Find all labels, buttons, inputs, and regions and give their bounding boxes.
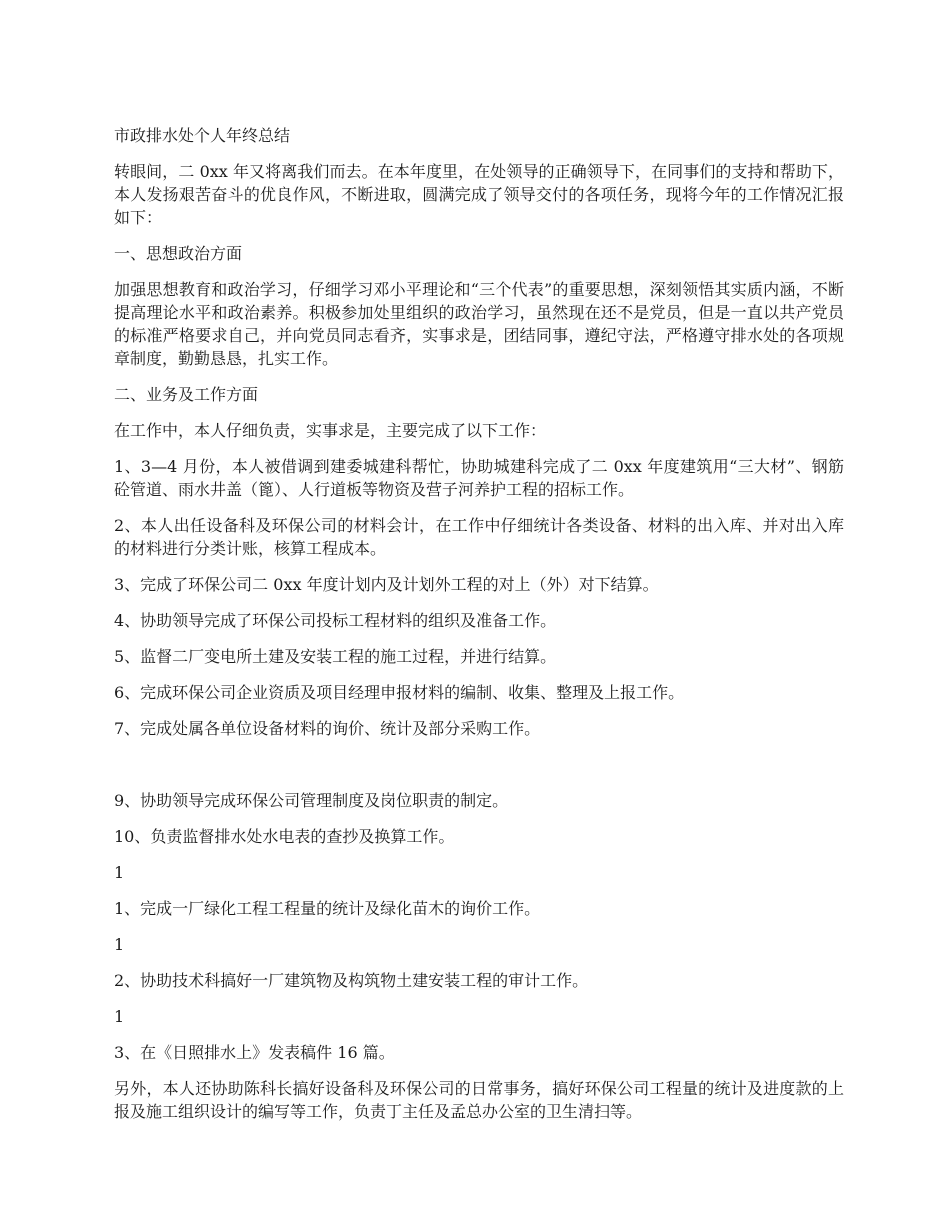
section-heading-political: 一、思想政治方面 bbox=[114, 244, 243, 263]
list-item: 2、本人出任设备科及环保公司的材料会计，在工作中仔细统计各类设备、材料的出入库、并对出入库的材料进行分类计账，核算工程成本。 bbox=[114, 516, 844, 558]
page-marker: 1 bbox=[114, 935, 125, 954]
list-item: 3、在《日照排水上》发表稿件 16 篇。 bbox=[114, 1043, 395, 1062]
political-paragraph: 加强思想教育和政治学习，仔细学习邓小平理论和“三个代表”的重要思想，深刻领悟其实质内涵，不断提高理论水平和政治素养。积极参加处里组织的政治学习，虽然现在还不是党员，但是一直以共产党员的标准严格要求自己，并向党员同志看齐，实事求是，团结同事，遵纪守法，严格遵守排水处的各项规章制度，勤勤恳恳，扎实工作。 bbox=[114, 280, 844, 368]
list-item: 7、完成处属各单位设备材料的询价、统计及部分采购工作。 bbox=[114, 719, 541, 738]
page-marker: 1 bbox=[114, 863, 125, 882]
list-item: 6、完成环保公司企业资质及项目经理申报材料的编制、收集、整理及上报工作。 bbox=[114, 683, 685, 702]
list-item: 4、协助领导完成了环保公司投标工程材料的组织及准备工作。 bbox=[114, 611, 557, 630]
page-marker: 1 bbox=[114, 1007, 125, 1026]
list-item: 1、3—4 月份，本人被借调到建委城建科帮忙，协助城建科完成了二 0xx 年度建筑用“三大材”、钢筋砼管道、雨水井盖（篦）、人行道板等物资及营子河养护工程的招标工作。 bbox=[114, 457, 844, 499]
list-item: 5、监督二厂变电所土建及安装工程的施工过程，并进行结算。 bbox=[114, 647, 557, 666]
list-item: 10、负责监督排水处水电表的查抄及换算工作。 bbox=[114, 827, 455, 846]
list-item: 3、完成了环保公司二 0xx 年度计划内及计划外工程的对上（外）对下结算。 bbox=[114, 575, 659, 594]
list-item: 9、协助领导完成环保公司管理制度及岗位职责的制定。 bbox=[114, 791, 509, 810]
intro-paragraph: 转眼间，二 0xx 年又将离我们而去。在本年度里，在处领导的正确领导下，在同事们的支持和帮助下，本人发扬艰苦奋斗的优良作风，不断进取，圆满完成了领导交付的各项任务，现将今年的工作情况汇报如下： bbox=[114, 162, 844, 227]
list-item: 2、协助技术科搞好一厂建筑物及构筑物土建安装工程的审计工作。 bbox=[114, 971, 589, 990]
document-page bbox=[114, 124, 844, 1136]
blank-gap bbox=[114, 753, 844, 789]
document-title: 市政排水处个人年终总结 bbox=[114, 126, 291, 145]
list-item: 1、完成一厂绿化工程工程量的统计及绿化苗木的询价工作。 bbox=[114, 899, 541, 918]
closing-paragraph: 另外，本人还协助陈科长搞好设备科及环保公司的日常事务，搞好环保公司工程量的统计及进度款的上报及施工组织设计的编写等工作，负责丁主任及孟总办公室的卫生清扫等。 bbox=[114, 1079, 844, 1121]
section-heading-work: 二、业务及工作方面 bbox=[114, 385, 259, 404]
work-intro-paragraph: 在工作中，本人仔细负责，实事求是，主要完成了以下工作： bbox=[114, 421, 547, 440]
